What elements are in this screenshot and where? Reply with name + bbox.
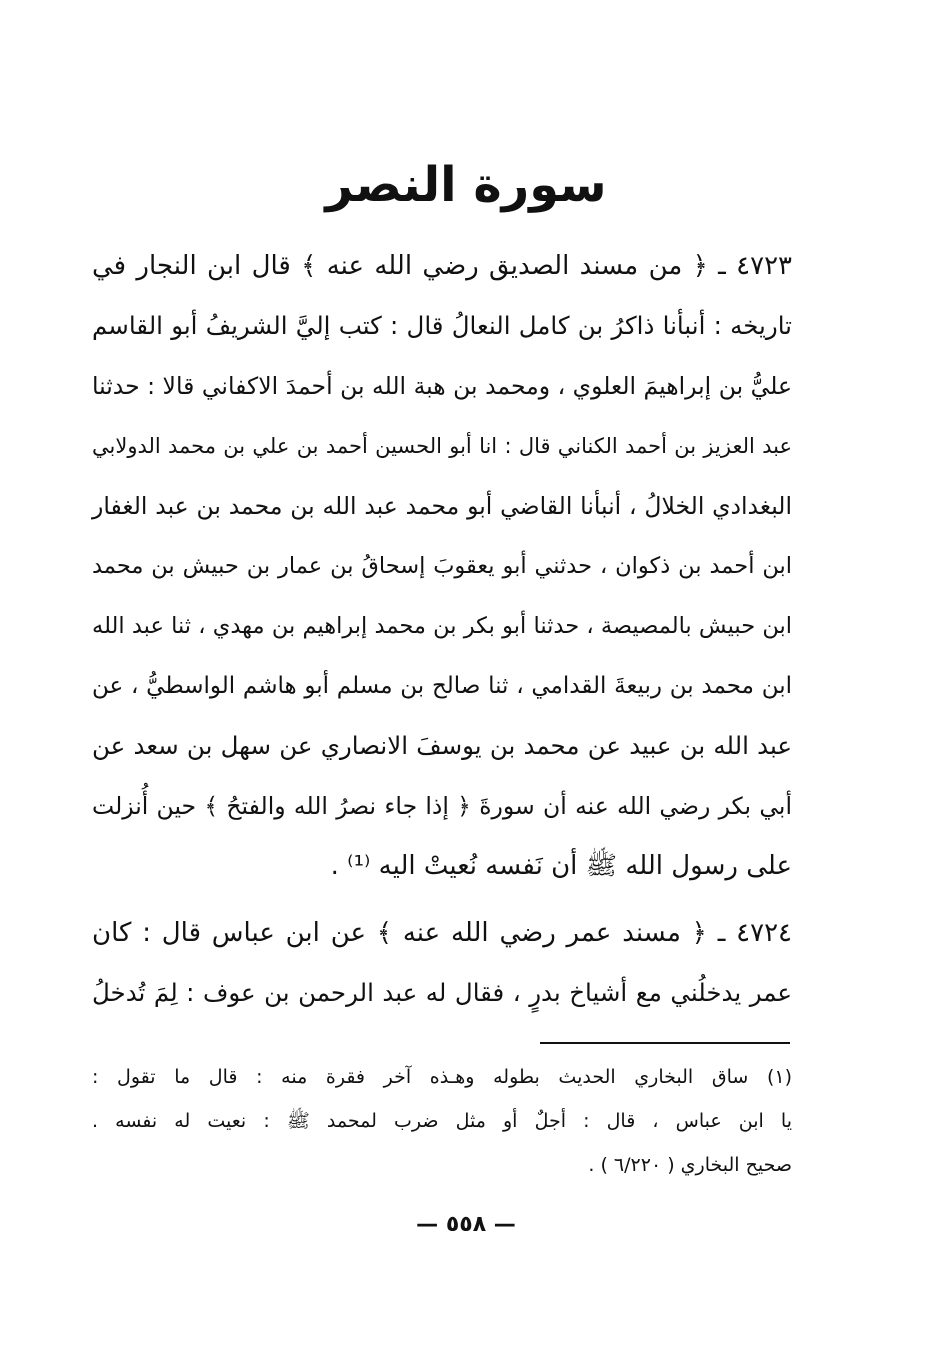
text-line: ابن حبيش بالمصيصة ، حدثنا أبو بكر بن محمد إبراهيم بن مهدي ، ثنا عبد الله [92, 613, 792, 639]
hadith-4724-paragraph [92, 903, 792, 1023]
text-line: عبد العزيز بن أحمد الكناني قال : انا أبو الحسين أحمد بن علي بن محمد الدولابي [92, 434, 792, 458]
page-number: — ٥٥٨ — [416, 1212, 516, 1237]
text-line: ابن محمد بن ربيعةَ القدامي ، ثنا صالح بن مسلم أبو هاشم الواسطيُّ ، عن [92, 673, 792, 699]
text-line: عليُّ بن إبراهيمَ العلوي ، ومحمد بن هبة الله بن أحمدَ الاكفاني قالا : حدثنا [92, 372, 792, 400]
text-line: عبد الله بن عبيد عن محمد بن يوسفَ الانصاري عن سهل بن سعد عن [92, 731, 792, 760]
footnote-line: يا ابن عباس ، قال : أجلٌ أو مثل ضرب لمحمد ﷺ : نعيت له نفسه . [92, 1110, 792, 1132]
text-line: على رسول الله ﷺ أن نَفسه نُعيتْ اليه ⁽¹⁾ . [330, 851, 792, 881]
footnote-line: (١) ساق البخاري الحديث بطوله وهـذه آخر فقرة منه : قال ما تقول : [92, 1066, 792, 1088]
hadith-4723-paragraph [92, 236, 792, 896]
text-line: أبي بكر رضي الله عنه أن سورةَ ﴿ إذا جاء نصرُ الله والفتحُ ﴾ حين أُنزلت [92, 792, 792, 820]
text-line: ٤٧٢٣ ـ ﴿ من مسند الصديق رضي الله عنه ﴾ قال ابن النجار في [92, 251, 792, 281]
text-line: البغدادي الخلالُ ، أنبأنا القاضي أبو محمد عبد الله بن محمد بن عبد الغفار [92, 492, 792, 520]
text-line: تاريخه : أنبأنا ذاكرُ بن كامل النعالُ قال : كتب إليَّ الشريفُ أبو القاسم [92, 311, 792, 340]
footnotes [92, 1055, 792, 1187]
footnote-divider [540, 1042, 790, 1044]
surah-title: سورة النصر [325, 157, 607, 213]
text-line: ابن أحمد بن ذكوان ، حدثني أبو يعقوبَ إسحاقُ بن عمار بن حبيش بن محمد [92, 553, 792, 579]
footnote-line: صحيح البخاري ( ٦/٢٢٠ ) . [588, 1154, 792, 1176]
text-line: عمر يدخلُني مع أشياخ بدرٍ ، فقال له عبد الرحمن بن عوف : لِمَ تُدخلُ [92, 978, 792, 1007]
text-line: ٤٧٢٤ ـ ﴿ مسند عمر رضي الله عنه ﴾ عن ابن عباس قال : كان [92, 918, 792, 948]
